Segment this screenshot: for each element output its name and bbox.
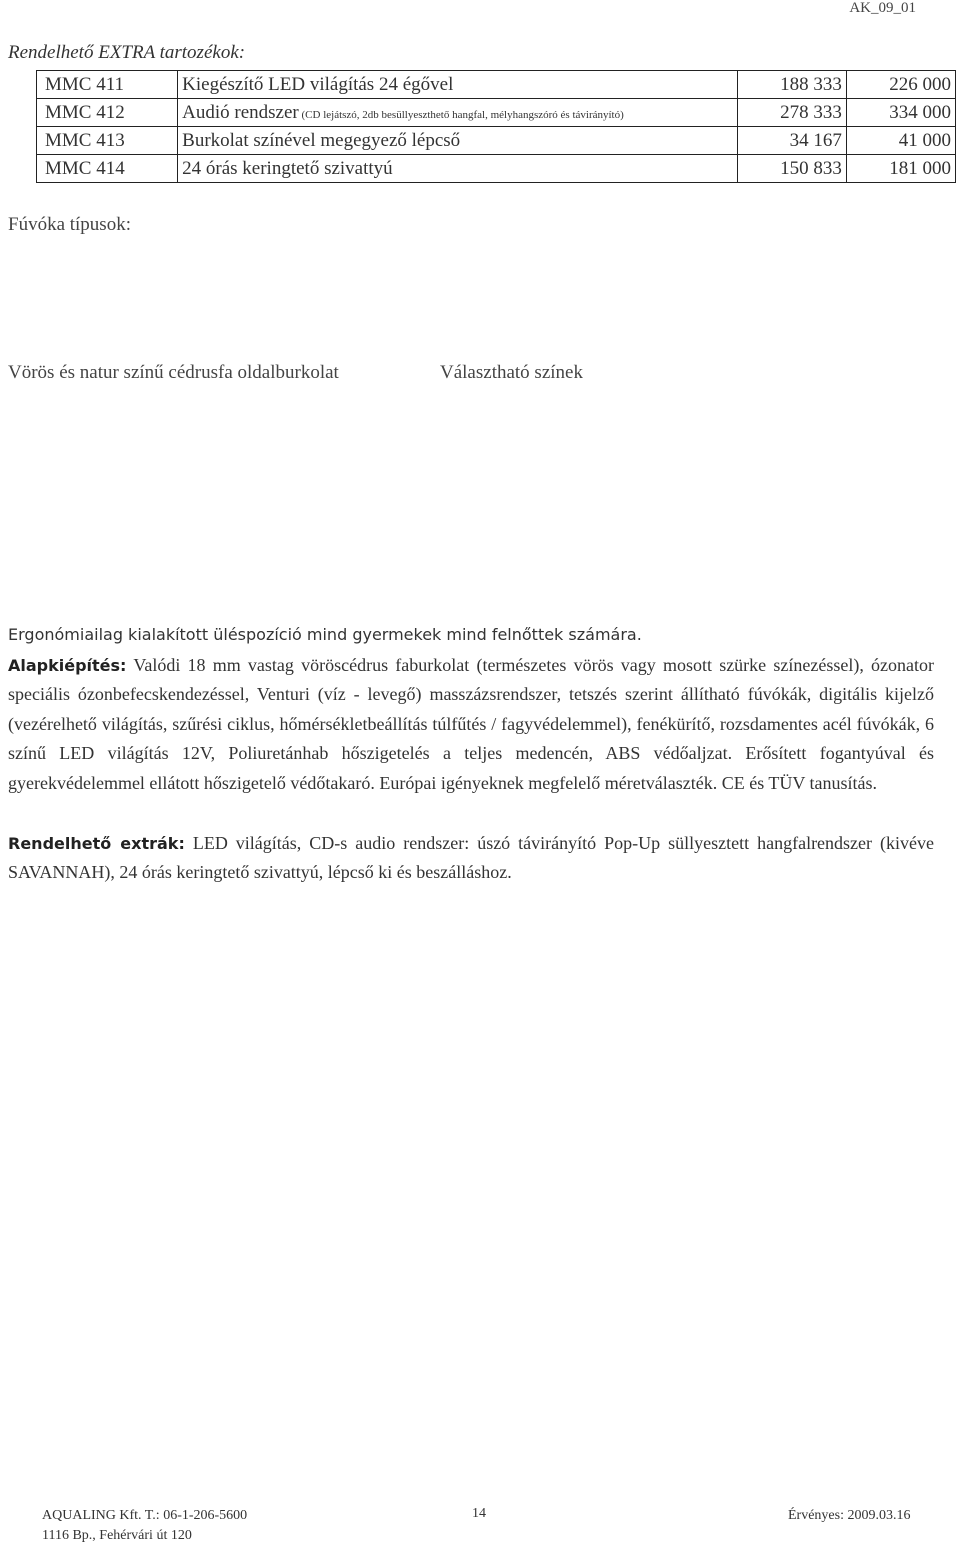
- footer-company: AQUALING Kft. T.: 06-1-206-5600: [42, 1508, 248, 1523]
- product-code-text: MMC 413: [45, 129, 125, 151]
- product-code-text: MMC 414: [45, 157, 125, 179]
- document-code: AK_09_01: [849, 0, 916, 16]
- basic-equipment-label: Alapkiépítés:: [8, 656, 127, 675]
- gross-price-text: 334 000: [889, 101, 951, 123]
- footer-valid-date: Érvényes: 2009.03.16: [788, 1508, 911, 1523]
- net-price-text: 188 333: [780, 73, 842, 95]
- orderable-extras-label: Rendelhető extrák:: [8, 834, 185, 853]
- description-cell: [178, 71, 738, 99]
- description-cell: [178, 127, 738, 155]
- product-code-cell: [37, 71, 178, 99]
- cedar-cladding-label: Vörös és natur színű cédrusfa oldalburkolat: [8, 362, 339, 383]
- orderable-extras-paragraph: [8, 829, 934, 888]
- product-code-cell: [37, 127, 178, 155]
- description-cell: [178, 155, 738, 183]
- gross-price-text: 41 000: [898, 129, 951, 151]
- net-price-cell: [737, 71, 846, 99]
- footer-address: 1116 Bp., Fehérvári út 120: [42, 1528, 192, 1543]
- gross-price-cell: [846, 99, 955, 127]
- description-text: Burkolat színével megegyező lépcső: [182, 129, 461, 151]
- gross-price-cell: [846, 71, 955, 99]
- description-cell: [178, 99, 738, 127]
- extras-row: [37, 155, 956, 183]
- description-text: Kiegészítő LED világítás 24 égővel: [182, 73, 454, 95]
- description-note: (CD lejátszó, 2db besüllyeszthető hangfal, mélyhangszóró és távirányító): [298, 108, 624, 121]
- description-text: 24 órás keringtető szivattyú: [182, 157, 393, 179]
- product-code-cell: [37, 155, 178, 183]
- extras-row: [37, 71, 956, 99]
- extras-table: [36, 70, 956, 183]
- basic-equipment-text: Valódi 18 mm vastag vöröscédrus faburkolat (természetes vörös vagy mosott szürke színezéssel), ózonator speciális ózonbefecskendezéssel, Venturi (víz - levegő) masszázsrendszer, tetszés szerint állítható fúvókák, digitális kijelző (vezérelhető világítás, szűrési ciklus, hőmérsékletbeállítás túlfűtés / fagyvédelemmel), fenékürítő, rozsdamentes acél fúvókák, 6 színű LED világítás 12V, Poliuretánhab hőszigetelés a teljes medencén, ABS védőaljzat. Erősített fogantyúval és gyerekvédelemmel ellátott hőszigetelő védőtakaró. Európai igényeknek megfelelő méretválaszték. CE és TÜV tanusítás.: [8, 655, 934, 793]
- extras-row: [37, 99, 956, 127]
- selectable-colors-label: Választható színek: [440, 362, 583, 383]
- product-code-text: MMC 412: [45, 101, 125, 123]
- net-price-text: 150 833: [780, 157, 842, 179]
- product-code-cell: [37, 99, 178, 127]
- gross-price-text: 226 000: [889, 73, 951, 95]
- gross-price-text: 181 000: [889, 157, 951, 179]
- nozzle-types-label: Fúvóka típusok:: [8, 214, 131, 235]
- net-price-cell: [737, 127, 846, 155]
- gross-price-cell: [846, 155, 955, 183]
- basic-equipment-paragraph: [8, 651, 934, 798]
- extras-row: [37, 127, 956, 155]
- gross-price-cell: [846, 127, 955, 155]
- ergonomic-text: Ergonómiailag kialakított üléspozíció mind gyermekek mind felnőttek számára.: [8, 625, 642, 644]
- net-price-text: 34 167: [789, 129, 842, 151]
- product-code-text: MMC 411: [45, 73, 125, 95]
- orderable-extras-text: LED világítás, CD-s audio rendszer: úszó távirányító Pop-Up süllyesztett hangfalrendszer (kivéve SAVANNAH), 24 órás keringtető szivattyú, lépcső ki és beszálláshoz.: [8, 833, 934, 883]
- page-number: 14: [472, 1506, 486, 1521]
- description-text: Audió rendszer: [182, 101, 299, 123]
- net-price-text: 278 333: [780, 101, 842, 123]
- net-price-cell: [737, 99, 846, 127]
- net-price-cell: [737, 155, 846, 183]
- extras-title: Rendelhető EXTRA tartozékok:: [8, 42, 246, 63]
